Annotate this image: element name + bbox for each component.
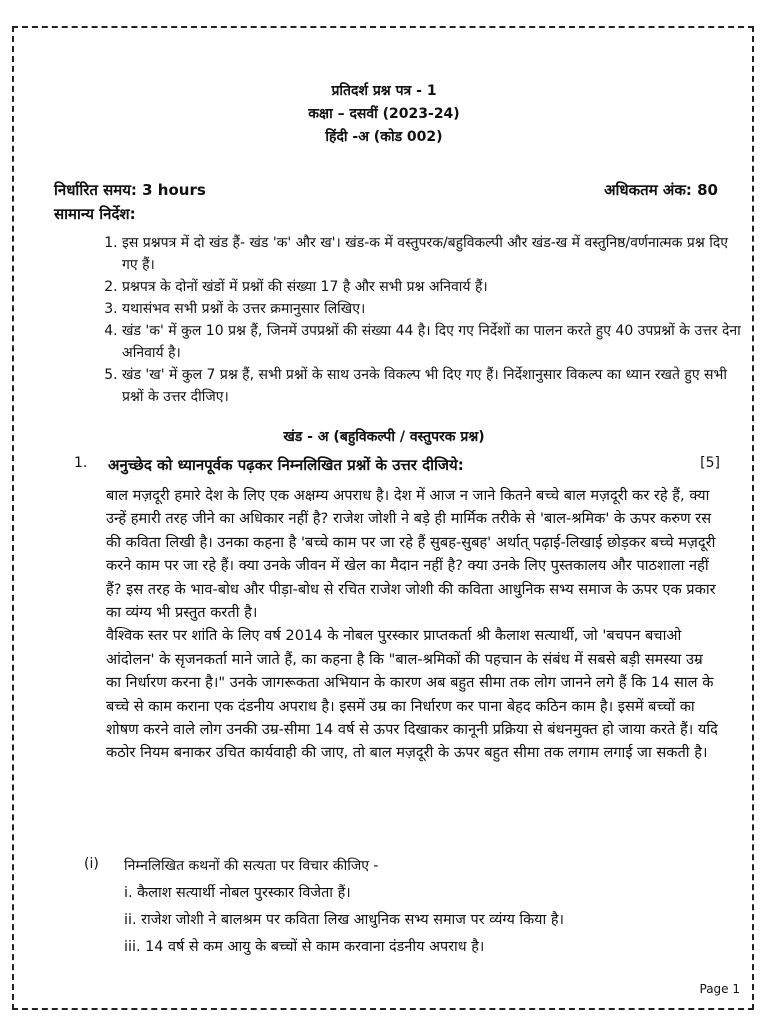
statement-text: 14 वर्ष से कम आयु के बच्चों से काम करवाना दंडनीय अपराध है। — [145, 939, 485, 955]
question-title: अनुच्छेद को ध्यानपूर्वक पढ़कर निम्नलिखित प्रश्नों के उत्तर दीजिये: — [108, 456, 464, 474]
statement-list — [124, 880, 724, 961]
instruction-item: 5. खंड 'ख' में कुल 7 प्रश्न हैं, सभी प्रश्नों के साथ उनके विकल्प भी दिए गए हैं। निर्देशानुसार विकल्प का ध्यान रखते हुए सभी प्रश्नों के उत्तर दीजिए। — [122, 364, 746, 408]
general-instructions-heading: सामान्य निर्देश: — [54, 205, 136, 223]
instruction-item: 1. इस प्रश्नपत्र में दो खंड हैं- खंड 'क' और ख'। खंड-क में वस्तुपरक/बहुविकल्पी और खंड-ख में वस्तुनिष्ठ/वर्णनात्मक प्रश्न दिए गए हैं। — [122, 232, 746, 276]
section-heading: खंड - अ (बहुविकल्पी / वस्तुपरक प्रश्न) — [283, 429, 485, 445]
statement-numeral: iii. — [124, 939, 141, 955]
passage-paragraph-2: वैश्विक स्तर पर शांति के लिए वर्ष 2014 के नोबल पुरस्कार प्राप्तकर्ता श्री कैलाश सत्यार्थी, जो 'बचपन बचाओ आंदोलन' के सृजनकर्ता माने जाते हैं, का कहना है कि "बाल-श्रमिकों की पहचान के संबंध में सबसे बड़ी समस्या उम्र का निर्धारण करना है।" उनके जागरूकता अभियान के कारण अब बहुत सीमा तक लोग जानने लगे हैं कि 14 साल के बच्चे से काम कराना एक दंडनीय अपराध है। इसमें उम्र का निर्धारण कर पाना बेहद कठिन काम है। इसमें बच्चों का शोषण करने वाले लोग उनकी उम्र-सीमा 14 वर्ष से ऊपर दिखाकर कानूनी प्रक्रिया से बंधनमुक्त हो जाया करते हैं। यदि कठोर नियम बनाकर उचित कार्यवाही की जाए, तो बाल मज़दूरी के ऊपर बहुत सीमा तक लगाम लगाई जा सकती है। — [106, 627, 718, 762]
class-line: कक्षा – दसवीं (2023-24) — [308, 106, 460, 122]
instructions-list — [104, 232, 746, 408]
statement-item — [124, 907, 724, 934]
max-marks: अधिकतम अंक: 80 — [604, 181, 718, 199]
passage — [106, 484, 722, 765]
instruction-item: 2. प्रश्नपत्र के दोनों खंडों में प्रश्नों की संख्या 17 है और सभी प्रश्न अनिवार्य हैं। — [122, 276, 746, 298]
statement-text: राजेश जोशी ने बालश्रम पर कविता लिख आधुनिक सभ्य समाज पर व्यंग्य किया है। — [141, 912, 564, 928]
statement-item — [124, 934, 724, 961]
statement-item — [124, 880, 724, 907]
instruction-item: 3. यथासंभव सभी प्रश्नों के उत्तर क्रमानुसार लिखिए। — [122, 298, 746, 320]
question-marks: [5] — [700, 455, 720, 471]
statement-text: कैलाश सत्यार्थी नोबल पुरस्कार विजेता हैं। — [137, 885, 351, 901]
page-number: Page 1 — [699, 982, 740, 996]
statement-numeral: ii. — [124, 912, 137, 928]
time-allowed: निर्धारित समय: 3 hours — [54, 181, 206, 199]
paper-header — [0, 80, 768, 149]
question-number: 1. — [74, 455, 88, 471]
subquestion-number: (i) — [84, 856, 99, 872]
subject-line: हिंदी -अ (कोड 002) — [325, 129, 443, 145]
subquestion-text: निम्नलिखित कथनों की सत्यता पर विचार कीजिए - — [124, 858, 379, 874]
instruction-item: 4. खंड 'क' में कुल 10 प्रश्न हैं, जिनमें उपप्रश्नों की संख्या 44 है। दिए गए निर्देशों का पालन करते हुए 40 उपप्रश्नों के उत्तर देना अनिवार्य है। — [122, 320, 746, 364]
paper-title: प्रतिदर्श प्रश्न पत्र - 1 — [331, 83, 437, 99]
statement-numeral: i. — [124, 885, 133, 901]
passage-paragraph-1: बाल मज़दूरी हमारे देश के लिए एक अक्षम्य अपराध है। देश में आज न जाने कितने बच्चे बाल मज़दूरी कर रहे हैं, क्या उन्हें हमारी तरह जीने का अधिकार नहीं है? राजेश जोशी ने बड़े ही मार्मिक तरीके से 'बाल-श्रमिक' के ऊपर करुण रस की कविता लिखी है। उनका कहना है 'बच्चे काम पर जा रहे हैं सुबह-सुबह' अर्थात् पढ़ाई-लिखाई छोड़कर बच्चे मज़दूरी करने काम पर जा रहे हैं। क्या उनके जीवन में खेल का मैदान नहीं है? क्या उनके लिए पुस्तकालय और पाठशाला नहीं हैं? इस तरह के भाव-बोध और पीड़ा-बोध से रचित राजेश जोशी की कविता आधुनिक सभ्य समाज के ऊपर एक प्रकार का व्यंग्य भी प्रस्तुत करती है। — [106, 487, 716, 622]
